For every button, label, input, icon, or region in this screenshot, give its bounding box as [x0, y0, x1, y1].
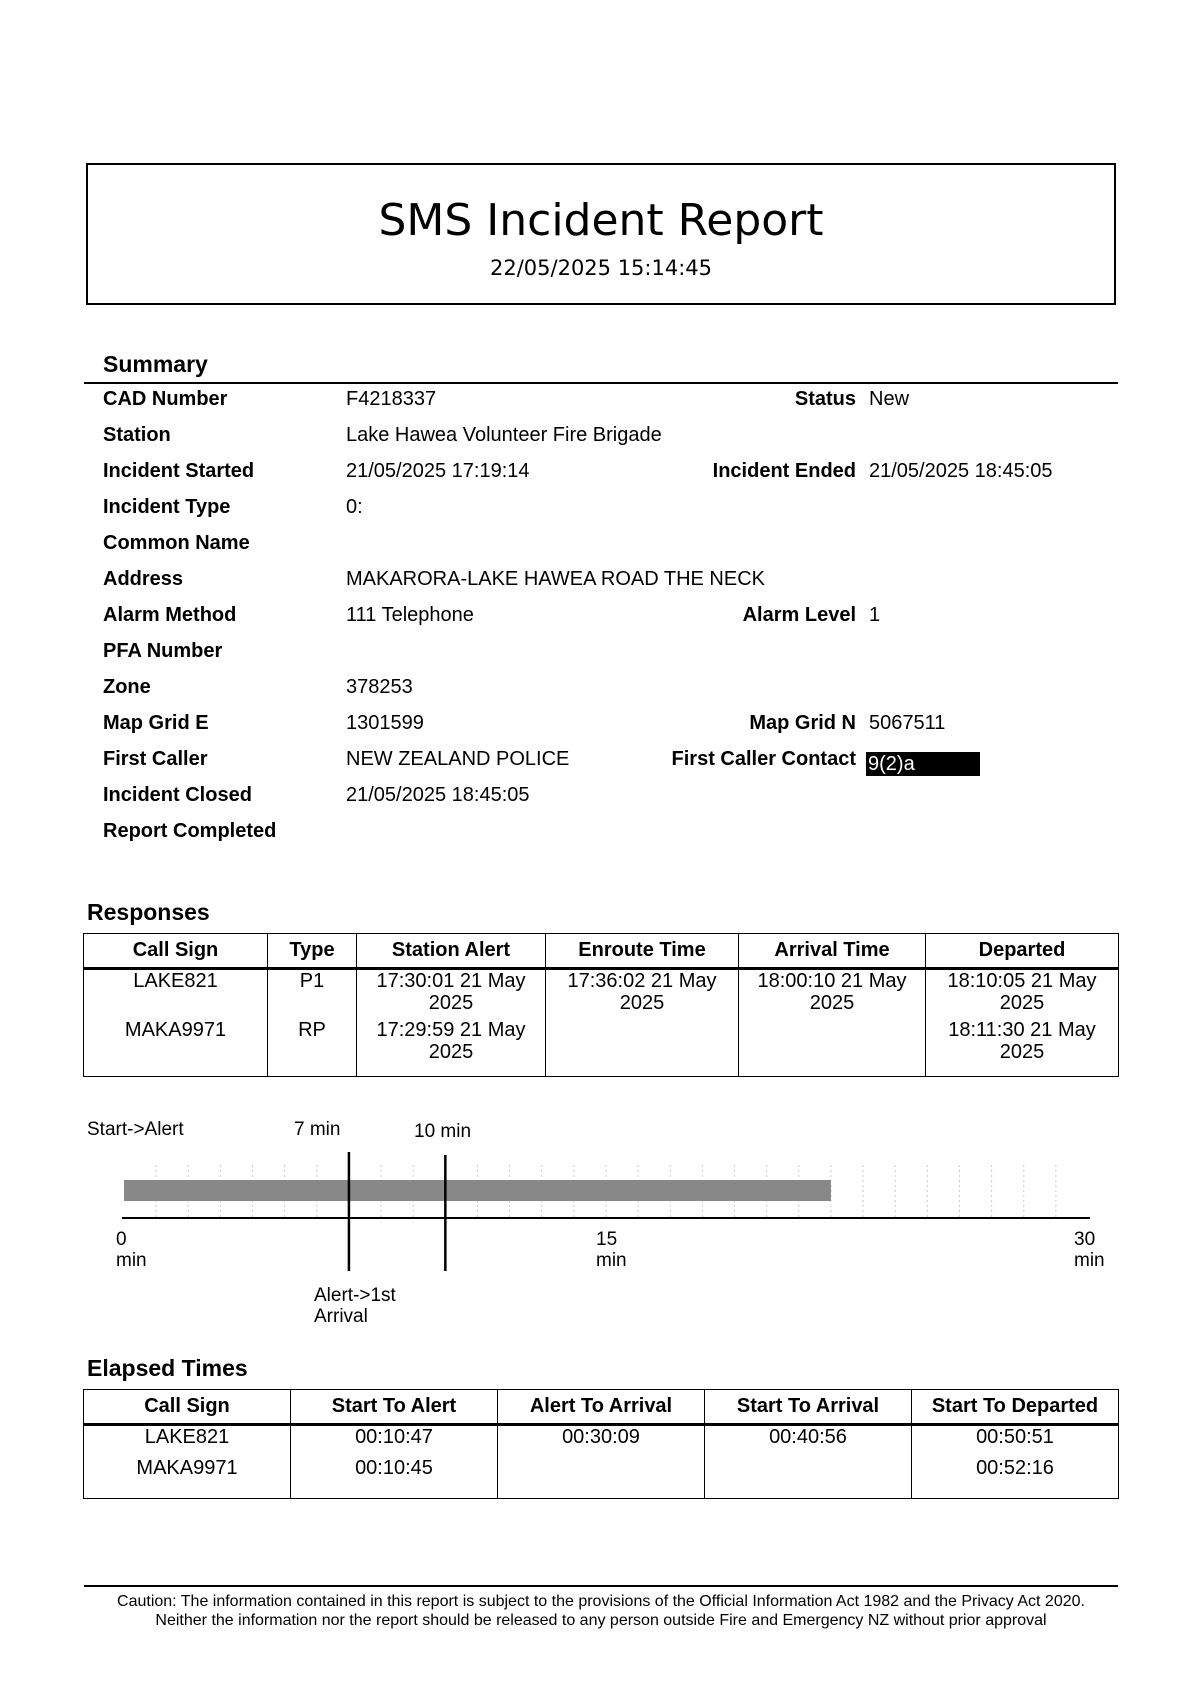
station-alert-cell [357, 1019, 546, 1077]
timeline-alert-arrival-label [314, 1285, 396, 1327]
elapsed-col-alert-to-arrival: Alert To Arrival [498, 1390, 705, 1425]
alert-to-arrival-cell [498, 1457, 705, 1499]
timeline-tick-15 [596, 1229, 627, 1271]
first-caller-contact-label: First Caller Contact [671, 748, 856, 770]
responses-heading: Responses [87, 899, 210, 925]
zone-value: 378253 [346, 676, 413, 698]
incident-started-value: 21/05/2025 17:19:14 [346, 460, 530, 482]
report-header [86, 163, 1116, 305]
departed-cell [926, 1019, 1119, 1077]
common-name-label: Common Name [103, 532, 250, 554]
alert-arrival-line2: Arrival [314, 1306, 368, 1327]
map-grid-n-value: 5067511 [869, 712, 946, 734]
type-cell: P1 [268, 969, 357, 1020]
responses-col-arrival-time: Arrival Time [739, 934, 926, 969]
table-row [84, 1425, 1119, 1458]
responses-col-type: Type [268, 934, 357, 969]
arrival-time-year: 2025 [809, 992, 855, 1014]
departed-line: 18:11:30 21 May [948, 1019, 1096, 1041]
start-to-alert-cell: 00:10:47 [291, 1425, 498, 1458]
tick-unit: min [1074, 1250, 1105, 1271]
alert-arrival-line1: Alert->1st [314, 1285, 396, 1306]
incident-type-value: 0: [346, 496, 363, 518]
incident-closed-label: Incident Closed [103, 784, 252, 806]
tick-unit: min [116, 1250, 147, 1271]
report-completed-label: Report Completed [103, 820, 277, 842]
elapsed-header-row [84, 1390, 1119, 1425]
map-grid-e-label: Map Grid E [103, 712, 209, 734]
enroute-time-line: 17:36:02 21 May [567, 970, 717, 992]
timeline-tick-30 [1074, 1229, 1105, 1271]
enroute-time-year: 2025 [619, 992, 665, 1014]
responses-col-call-sign: Call Sign [84, 934, 268, 969]
arrival-time-line: 18:00:10 21 May [757, 970, 907, 992]
type-cell: RP [268, 1019, 357, 1077]
timeline-start-alert-label: Start->Alert [87, 1119, 184, 1140]
timeline-tick-0 [116, 1229, 147, 1271]
call-sign-cell: LAKE821 [84, 1425, 291, 1458]
timeline-marker2-label: 10 min [414, 1121, 472, 1142]
station-alert-year: 2025 [428, 992, 474, 1014]
station-alert-year: 2025 [428, 1041, 474, 1063]
tick-unit: min [596, 1250, 627, 1271]
table-row [84, 969, 1119, 1020]
start-to-departed-cell: 00:50:51 [912, 1425, 1119, 1458]
alarm-method-label: Alarm Method [103, 604, 237, 626]
address-label: Address [103, 568, 184, 590]
alert-to-arrival-cell: 00:30:09 [498, 1425, 705, 1458]
start-to-arrival-cell [705, 1457, 912, 1499]
report-datetime: 22/05/2025 15:14:45 [489, 256, 713, 280]
zone-label: Zone [103, 676, 151, 698]
caution-line-2: Neither the information nor the report should be released to any person outside Fire and Emergency NZ without prior approval [155, 1612, 1047, 1629]
summary-heading: Summary [103, 351, 208, 377]
status-value: New [869, 388, 910, 410]
first-caller-label: First Caller [103, 748, 208, 770]
map-grid-n-label: Map Grid N [749, 712, 856, 734]
timeline-graphic [0, 1140, 1190, 1280]
departed-year: 2025 [999, 992, 1045, 1014]
incident-ended-value: 21/05/2025 18:45:05 [869, 460, 1053, 482]
station-alert-line: 17:29:59 21 May [376, 1019, 526, 1041]
timeline-marker1-label: 7 min [294, 1119, 341, 1140]
call-sign-cell: MAKA9971 [84, 1019, 268, 1077]
arrival-time-cell [739, 1019, 926, 1077]
elapsed-col-call-sign: Call Sign [84, 1390, 291, 1425]
first-caller-value: NEW ZEALAND POLICE [346, 748, 570, 770]
tick-number: 15 [596, 1229, 618, 1250]
enroute-time-cell [546, 1019, 739, 1077]
responses-col-enroute-time: Enroute Time [546, 934, 739, 969]
first-caller-contact-redacted: 9(2)a [866, 752, 980, 776]
station-value: Lake Hawea Volunteer Fire Brigade [346, 424, 662, 446]
incident-closed-value: 21/05/2025 18:45:05 [346, 784, 530, 806]
responses-col-departed: Departed [926, 934, 1119, 969]
incident-ended-label: Incident Ended [712, 460, 856, 482]
responses-table [83, 933, 1119, 1077]
status-label: Status [794, 388, 856, 410]
departed-cell [926, 969, 1119, 1020]
alarm-level-label: Alarm Level [742, 604, 856, 626]
elapsed-table [83, 1389, 1119, 1499]
timeline-bar [124, 1180, 831, 1201]
map-grid-e-value: 1301599 [346, 712, 424, 734]
station-alert-line: 17:30:01 21 May [376, 970, 526, 992]
departed-line: 18:10:05 21 May [947, 970, 1097, 992]
elapsed-heading: Elapsed Times [87, 1355, 248, 1381]
tick-number: 30 [1074, 1229, 1096, 1250]
alarm-method-value: 111 Telephone [346, 604, 474, 626]
start-to-departed-cell: 00:52:16 [912, 1457, 1119, 1499]
start-to-arrival-cell: 00:40:56 [705, 1425, 912, 1458]
elapsed-col-start-to-alert: Start To Alert [291, 1390, 498, 1425]
call-sign-cell: LAKE821 [84, 969, 268, 1020]
report-title: SMS Incident Report [378, 195, 824, 246]
caution-notice [84, 1592, 1118, 1630]
elapsed-col-start-to-arrival: Start To Arrival [705, 1390, 912, 1425]
address-value: MAKARORA-LAKE HAWEA ROAD THE NECK [346, 568, 765, 590]
responses-col-station-alert: Station Alert [357, 934, 546, 969]
incident-type-label: Incident Type [103, 496, 231, 518]
elapsed-col-start-to-departed: Start To Departed [912, 1390, 1119, 1425]
tick-number: 0 [116, 1229, 127, 1250]
pfa-number-label: PFA Number [103, 640, 223, 662]
call-sign-cell: MAKA9971 [84, 1457, 291, 1499]
station-label: Station [103, 424, 171, 446]
station-alert-cell [357, 969, 546, 1020]
summary-rule [84, 382, 1118, 384]
alarm-level-value: 1 [869, 604, 881, 626]
departed-year: 2025 [999, 1041, 1045, 1063]
start-to-alert-cell: 00:10:45 [291, 1457, 498, 1499]
cad-number-label: CAD Number [103, 388, 228, 410]
footer-rule [84, 1585, 1118, 1587]
incident-started-label: Incident Started [103, 460, 255, 482]
table-row [84, 1019, 1119, 1077]
responses-header-row [84, 934, 1119, 969]
cad-number-value: F4218337 [346, 388, 437, 410]
caution-line-1: Caution: The information contained in this report is subject to the provisions of the Official Information Act 1982 and the Privacy Act 2020. [117, 1593, 1085, 1610]
arrival-time-cell [739, 969, 926, 1020]
table-row [84, 1457, 1119, 1499]
enroute-time-cell [546, 969, 739, 1020]
